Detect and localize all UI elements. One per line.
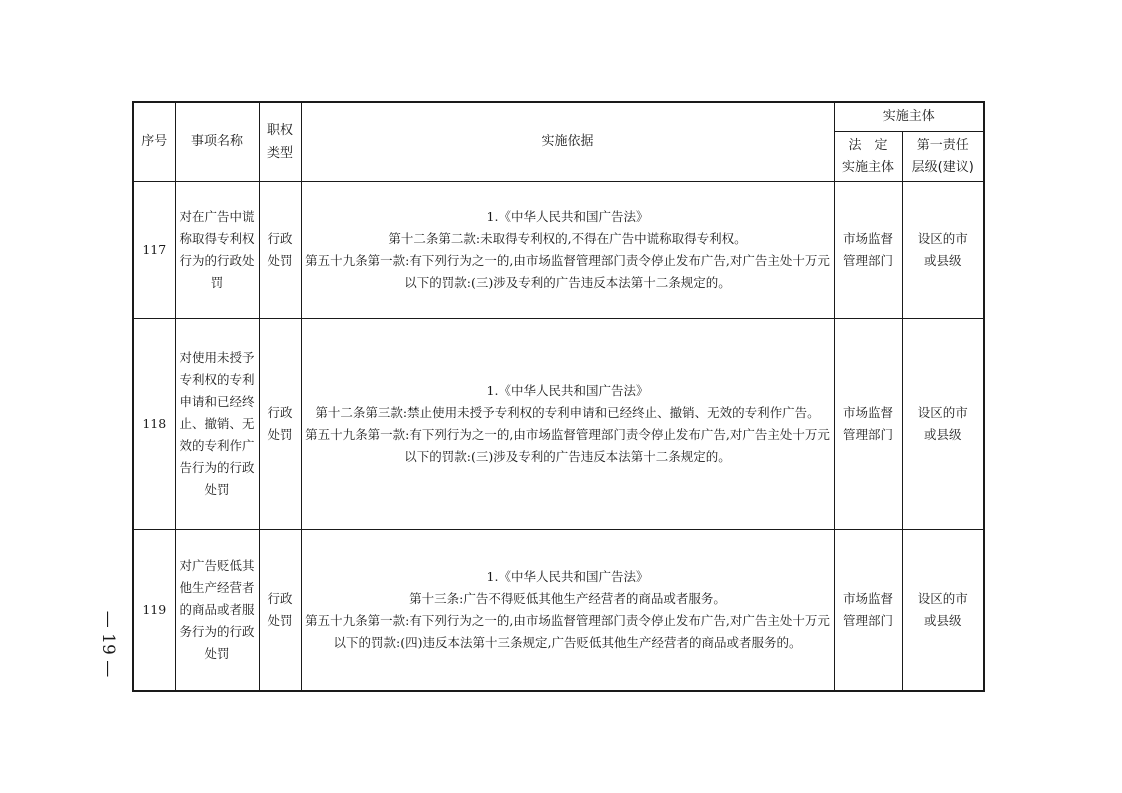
basis-line: 1.《中华人民共和国广告法》 bbox=[486, 209, 649, 224]
header-legal-subject: 法 定 实施主体 bbox=[834, 132, 902, 182]
row-legal-subject: 市场监督管理部门 bbox=[834, 530, 902, 691]
basis-line: 第五十九条第一款:有下列行为之一的,由市场监督管理部门责令停止发布广告,对广告主处十万元以下的罚款:(四)违反本法第十三条规定,广告贬低其他生产经营者的商品或者服务的。 bbox=[305, 612, 830, 650]
row-seq: 117 bbox=[133, 182, 175, 319]
table-row bbox=[133, 319, 984, 530]
row-legal-subject: 市场监督管理部门 bbox=[834, 319, 902, 530]
header-first-resp: 第一责任 层级(建议) bbox=[902, 132, 984, 182]
basis-line: 1.《中华人民共和国广告法》 bbox=[486, 383, 649, 398]
row-basis bbox=[301, 319, 834, 530]
row-power-type: 行政处罚 bbox=[259, 182, 301, 319]
row-basis bbox=[301, 530, 834, 691]
row-seq: 119 bbox=[133, 530, 175, 691]
row-basis bbox=[301, 182, 834, 319]
page-number: — 19 — bbox=[98, 610, 118, 678]
row-legal-subject: 市场监督管理部门 bbox=[834, 182, 902, 319]
header-seq: 序号 bbox=[133, 102, 175, 182]
basis-line: 第五十九条第一款:有下列行为之一的,由市场监督管理部门责令停止发布广告,对广告主处十万元以下的罚款:(三)涉及专利的广告违反本法第十二条规定的。 bbox=[305, 253, 830, 290]
row-power-type: 行政处罚 bbox=[259, 530, 301, 691]
row-item-name: 对使用未授予专利权的专利申请和已经终止、撤销、无效的专利作广告行为的行政处罚 bbox=[175, 319, 259, 530]
row-power-type: 行政处罚 bbox=[259, 319, 301, 530]
row-item-name: 对广告贬低其他生产经营者的商品或者服务行为的行政处罚 bbox=[175, 530, 259, 691]
basis-line: 1.《中华人民共和国广告法》 bbox=[486, 568, 649, 584]
table-row bbox=[133, 530, 984, 691]
basis-line: 第五十九条第一款:有下列行为之一的,由市场监督管理部门责令停止发布广告,对广告主处十万元以下的罚款:(三)涉及专利的广告违反本法第十二条规定的。 bbox=[305, 427, 830, 464]
row-first-resp: 设区的市或县级 bbox=[902, 530, 984, 691]
header-item-name: 事项名称 bbox=[175, 102, 259, 182]
basis-line: 第十二条第三款:禁止使用未授予专利权的专利申请和已经终止、撤销、无效的专利作广告。 bbox=[315, 405, 820, 420]
table-row bbox=[133, 182, 984, 319]
row-first-resp: 设区的市或县级 bbox=[902, 319, 984, 530]
header-row bbox=[133, 102, 984, 132]
header-subject-group: 实施主体 bbox=[834, 102, 984, 132]
row-first-resp: 设区的市或县级 bbox=[902, 182, 984, 319]
authority-table bbox=[132, 101, 985, 692]
header-basis: 实施依据 bbox=[301, 102, 834, 182]
basis-line: 第十二条第二款:未取得专利权的,不得在广告中谎称取得专利权。 bbox=[388, 231, 747, 246]
row-item-name: 对在广告中谎称取得专利权行为的行政处罚 bbox=[175, 182, 259, 319]
row-seq: 118 bbox=[133, 319, 175, 530]
basis-line: 第十三条:广告不得贬低其他生产经营者的商品或者服务。 bbox=[409, 590, 726, 606]
header-power-type: 职权类型 bbox=[259, 102, 301, 182]
